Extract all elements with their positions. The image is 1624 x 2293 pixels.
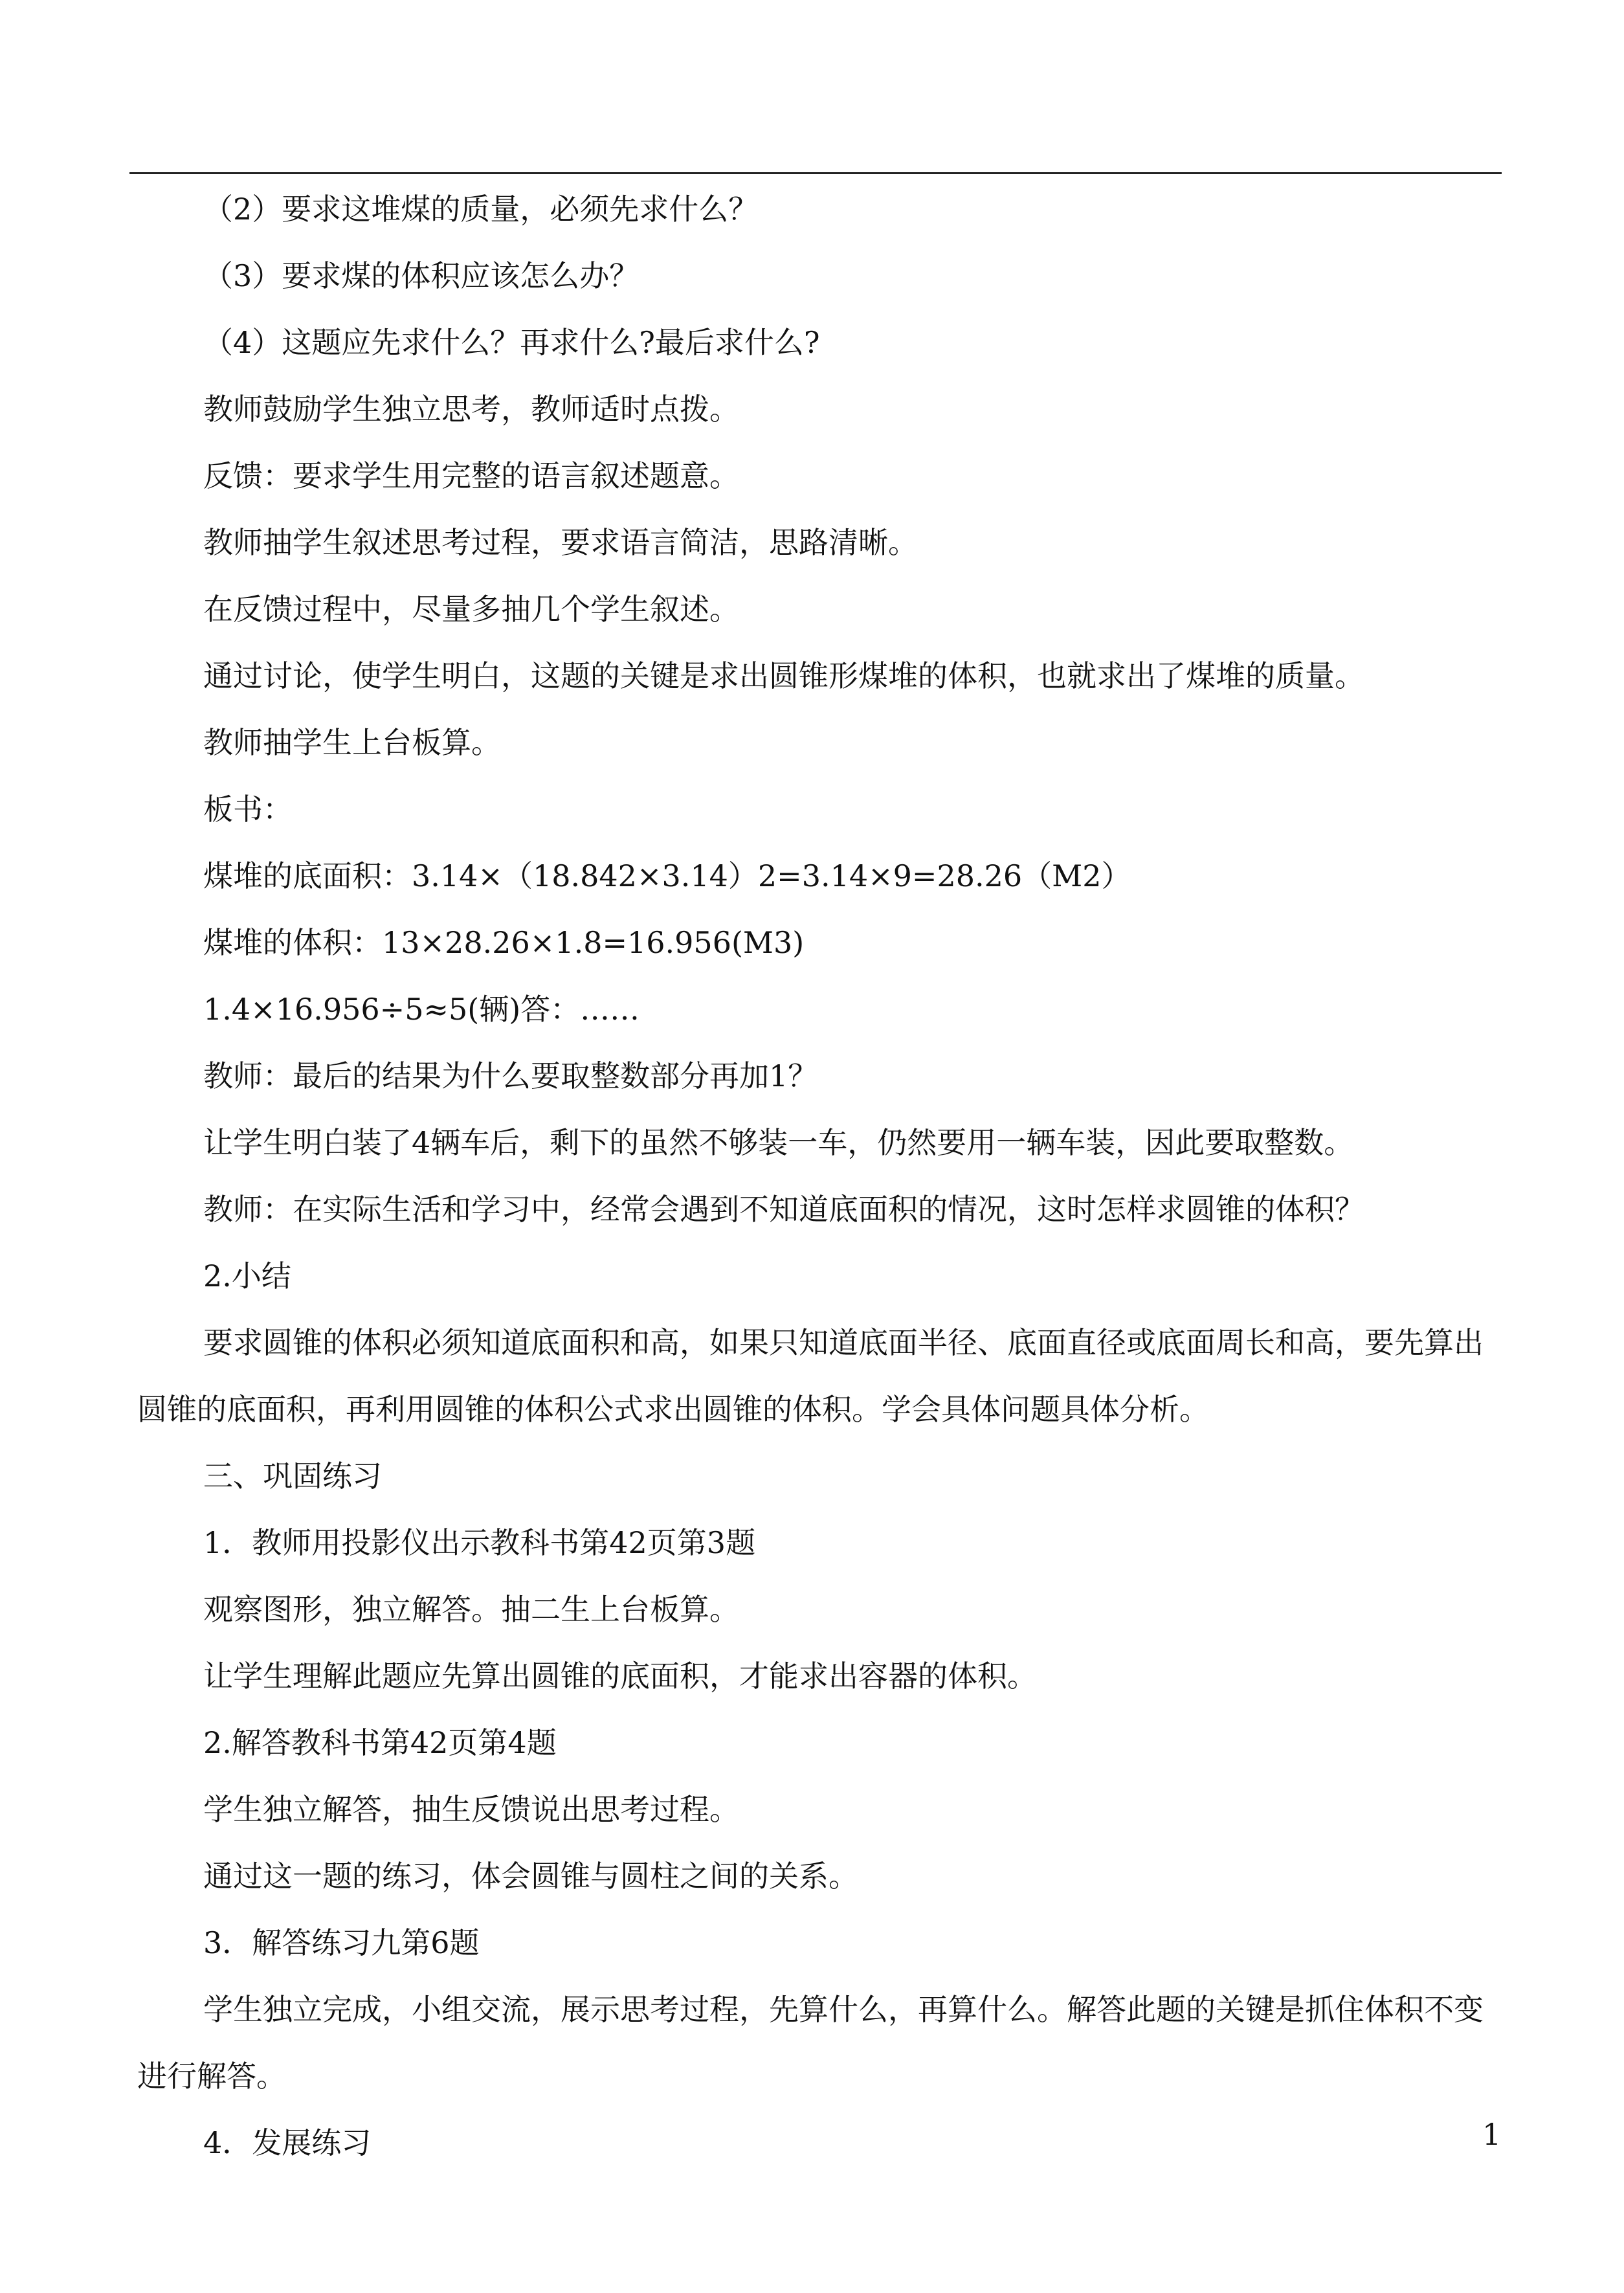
section-heading: 三、巩固练习 — [203, 1459, 382, 1493]
board-label: 板书： — [203, 792, 293, 827]
page-number: 1 — [1482, 2117, 1502, 2152]
question-4: （4）这题应先求什么？再求什么?最后求什么? — [203, 325, 820, 360]
text-line: 让学生明白装了4辆车后，剩下的虽然不够装一车，仍然要用一辆车装，因此要取整数。 — [203, 1125, 1354, 1160]
text-line: 通过讨论，使学生明白，这题的关键是求出圆锥形煤堆的体积，也就求出了煤堆的质量。 — [203, 658, 1364, 693]
formula-volume: 煤堆的体积：13×28.26×1.8=16.956(M3) — [203, 925, 805, 960]
exercise-4: 4．发展练习 — [203, 2125, 372, 2160]
header-rule — [129, 172, 1502, 174]
text-line: 教师抽学生叙述思考过程，要求语言简洁，思路清晰。 — [203, 525, 918, 560]
summary-paragraph: 要求圆锥的体积必须知道底面积和高，如果只知道底面半径、底面直径或底面周长和高，要先算出圆锥的底面积，再利用圆锥的体积公式求出圆锥的体积。学会具体问题具体分析。 — [137, 1325, 1484, 1427]
exercise-1: 1．教师用投影仪出示教科书第42页第3题 — [203, 1525, 756, 1560]
formula-base-area: 煤堆的底面积：3.14×（18.842×3.14）2=3.14×9=28.26（M2） — [203, 858, 1131, 893]
exercise-3-paragraph: 学生独立完成，小组交流，展示思考过程，先算什么，再算什么。解答此题的关键是抓住体积不变进行解答。 — [137, 1992, 1484, 2094]
exercise-3: 3．解答练习九第6题 — [203, 1925, 480, 1960]
text-line: 在反馈过程中，尽量多抽几个学生叙述。 — [203, 592, 739, 627]
text-line: 教师鼓励学生独立思考，教师适时点拨。 — [203, 392, 739, 427]
text-line: 教师：在实际生活和学习中，经常会遇到不知道底面积的情况，这时怎样求圆锥的体积？ — [203, 1192, 1364, 1227]
exercise-2: 2.解答教科书第42页第4题 — [203, 1725, 557, 1760]
section-summary-heading: 2.小结 — [203, 1258, 291, 1293]
text-line: 通过这一题的练习，体会圆锥与圆柱之间的关系。 — [203, 1859, 858, 1894]
text-line: 学生独立解答，抽生反馈说出思考过程。 — [203, 1792, 739, 1827]
text-line: 反馈：要求学生用完整的语言叙述题意。 — [203, 458, 739, 493]
text-line: 教师抽学生上台板算。 — [203, 725, 501, 760]
text-line: 观察图形，独立解答。抽二生上台板算。 — [203, 1592, 739, 1627]
text-line: 让学生理解此题应先算出圆锥的底面积，才能求出容器的体积。 — [203, 1659, 1037, 1694]
text-line: 教师：最后的结果为什么要取整数部分再加1？ — [203, 1058, 818, 1093]
question-2: （2）要求这堆煤的质量，必须先求什么？ — [203, 192, 759, 227]
formula-cars: 1.4×16.956÷5≈5(辆)答：…… — [203, 992, 640, 1027]
document-body — [137, 176, 1496, 2176]
question-3: （3）要求煤的体积应该怎么办？ — [203, 258, 640, 293]
